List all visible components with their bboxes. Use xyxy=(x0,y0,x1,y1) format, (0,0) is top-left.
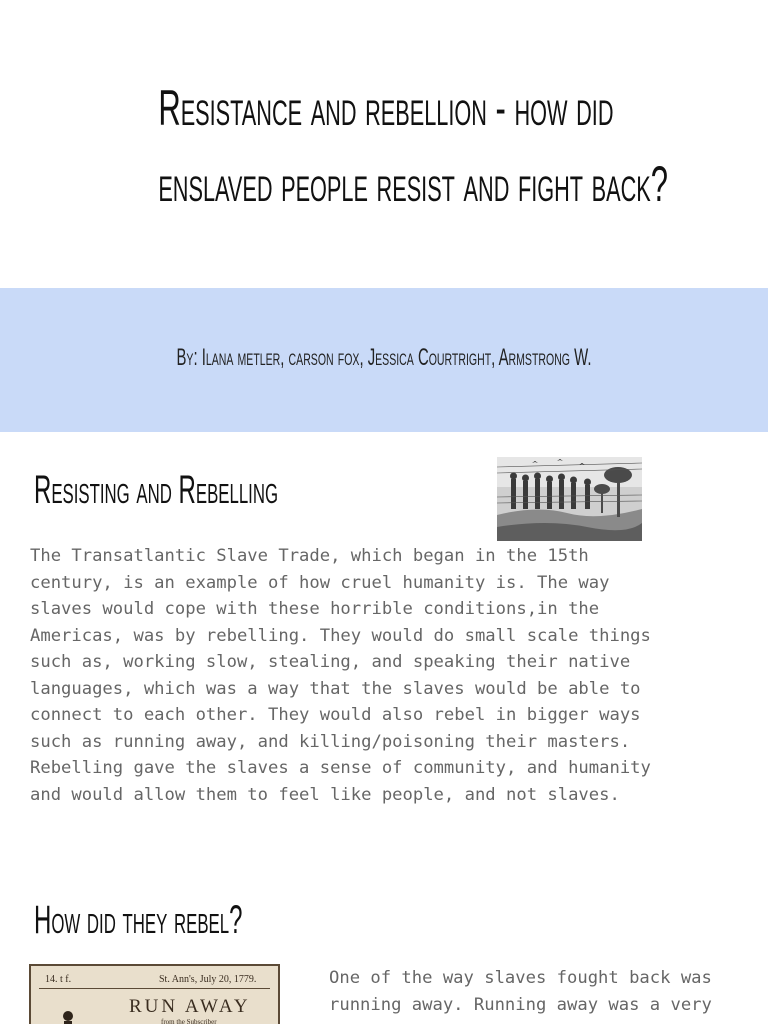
title-line-2: enslaved people resist and fight back? xyxy=(158,156,669,212)
page-title xyxy=(158,70,669,222)
runaway-figure-icon xyxy=(57,1010,79,1024)
section-heading-resisting: Resisting and Rebelling xyxy=(34,468,279,512)
section-body-resisting: The Transatlantic Slave Trade, which began in the 15th century, is an example of how cruel humanity is. The way slaves would cope with these horrible conditions,in the Americas, was by rebelling. They would do small scale things such as, working slow, stealing, and speaking their native languages, which was a way that the slaves would be able to connect to each other. They would also rebel in bigger ways such as running away, and killing/poisoning their masters. Rebelling gave the slaves a sense of community, and humanity and would allow them to feel like people, and not slaves. xyxy=(30,546,651,805)
title-section xyxy=(0,0,768,288)
poster-rule xyxy=(39,988,270,989)
title-line-1: Resistance and rebellion - how did xyxy=(158,80,614,136)
byline-band xyxy=(0,288,768,432)
poster-subline: from the Subscriber xyxy=(161,1018,217,1024)
byline: By: Ilana metler, carson fox, Jessica Courtright, Armstrong W. xyxy=(176,344,592,371)
poster-headline: RUN AWAY xyxy=(129,996,251,1017)
runaway-poster-image xyxy=(29,964,280,1024)
poster-number: 14. t f. xyxy=(45,974,72,985)
section-body-how: One of the way slaves fought back was running away. Running away was a very xyxy=(329,968,712,1015)
section-heading-how: How did they rebel? xyxy=(34,898,243,942)
poster-date: St. Ann's, July 20, 1779. xyxy=(159,974,257,985)
engraving-image xyxy=(497,457,642,541)
